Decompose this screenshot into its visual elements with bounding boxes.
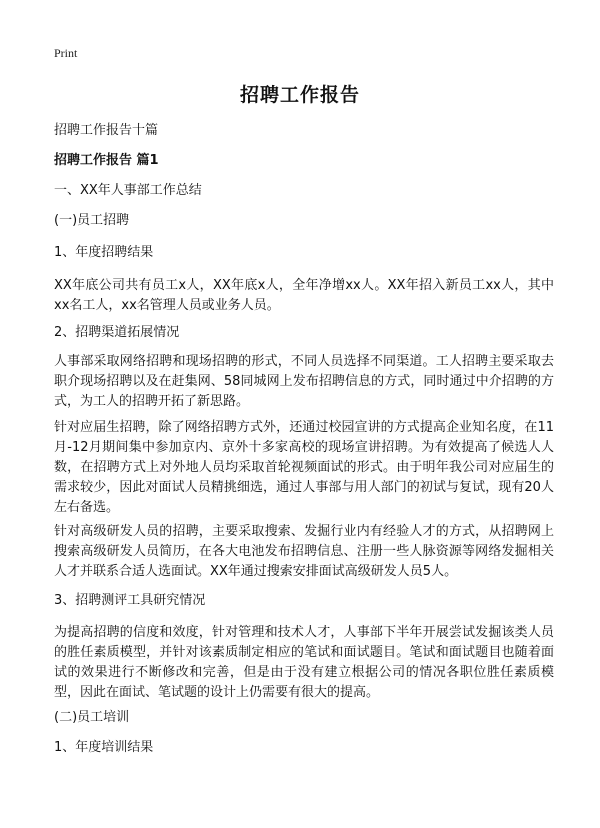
print-label: Print <box>54 46 78 60</box>
paragraph-annual-results: XX年底公司共有员工x人，XX年底x人，全年净增xx人。XX年招入新员工xx人，其中xx名工人，xx名管理人员或业务人员。 <box>54 278 554 313</box>
document-title: 招聘工作报告 <box>239 84 360 106</box>
heading-channel-expansion: 2、招聘渠道拓展情况 <box>54 325 180 340</box>
paragraph-assessment-tools: 为提高招聘的信度和效度，针对管理和技术人才，人事部下半年开展尝试发掘该类人员的胜任素质模型，并针对该素质制定相应的笔试和面试题目。笔试和面试题目也随着面试的效果进行不断修改和完善，但是由于没有建立根据公司的情况各职位胜任素质模型，因此在面试、笔试题的设计上仍需要有很大的提高。 <box>54 625 554 700</box>
document-subtitle: 招聘工作报告十篇 <box>54 123 159 138</box>
heading-hr-summary: 一、XX年人事部工作总结 <box>54 183 202 198</box>
heading-annual-results: 1、年度招聘结果 <box>54 245 154 260</box>
paragraph-channels: 人事部采取网络招聘和现场招聘的形式，不同人员选择不同渠道。工人招聘主要采取去职介现场招聘以及在赶集网、58同城网上发布招聘信息的方式，同时通过中介招聘的方式，为工人的招聘开拓了新思路。 <box>54 354 554 409</box>
paragraph-graduate-recruitment: 针对应届生招聘，除了网络招聘方式外，还通过校园宣讲的方式提高企业知名度，在11月-12月期间集中参加京内、京外十多家高校的现场宣讲招聘。为有效提高了候选人人数，在招聘方式上对外地人员均采取首轮视频面试的形式。由于明年我公司对应届生的需求较少，因此对面试人员精挑细选，通过人事部与用人部门的初试与复试，现有20人左右备选。 <box>54 420 554 515</box>
heading-recruitment: (一)员工招聘 <box>54 213 130 228</box>
paragraph-senior-rd-recruitment: 针对高级研发人员的招聘，主要采取搜索、发掘行业内有经验人才的方式，从招聘网上搜索高级研发人员简历，在各大电池发布招聘信息、注册一些人脉资源等网络发掘相关人才并联系合适人选面试。XX年通过搜索安排面试高级研发人员5人。 <box>54 524 554 579</box>
heading-annual-training-results: 1、年度培训结果 <box>54 740 154 755</box>
heading-training: (二)员工培训 <box>54 710 130 725</box>
heading-assessment-tools: 3、招聘测评工具研究情况 <box>54 593 206 608</box>
section-title: 招聘工作报告 篇1 <box>54 153 159 168</box>
